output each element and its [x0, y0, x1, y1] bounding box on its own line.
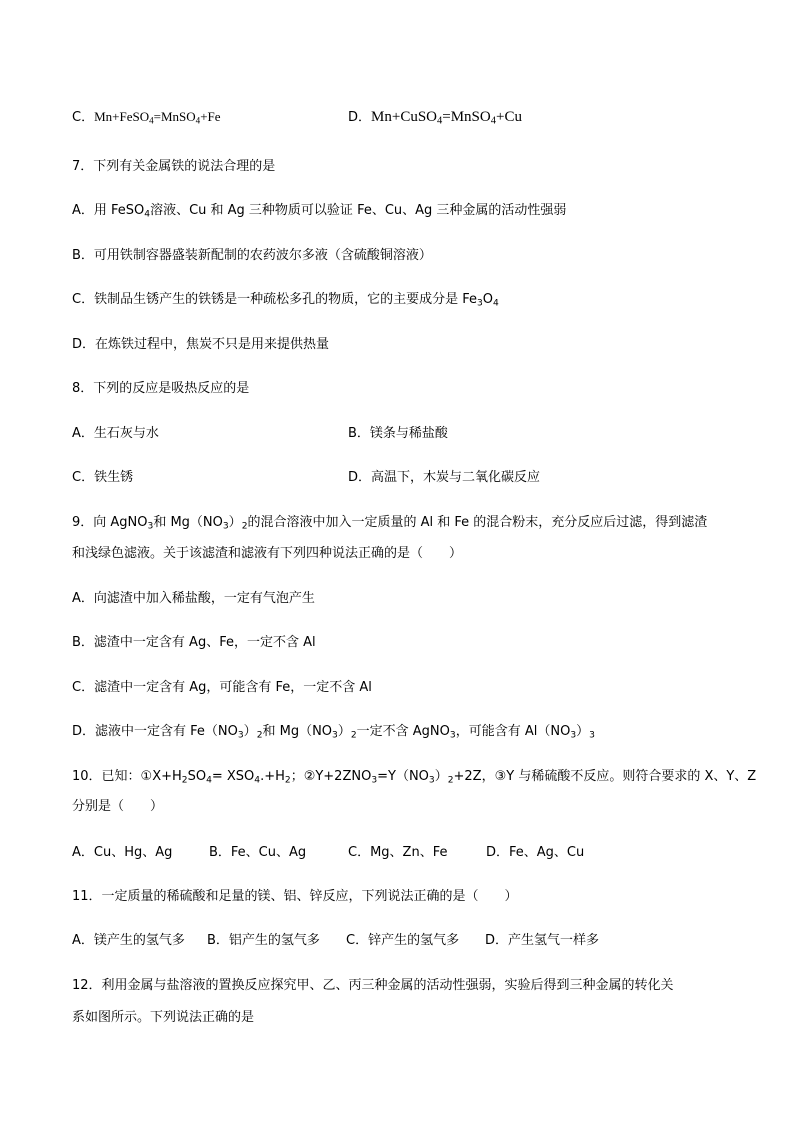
q6-option-c	[72, 107, 221, 128]
q10-stem-line-1: 10．已知：$①X+H_2SO_4= XSO_4.+H_2$；$②Y+2ZNO_3=Y(NO_3)_2+2Z$，③Y 与稀硫酸不反应。则符合要求的 X、Y、Z	[72, 769, 757, 786]
q11-option-c: C．锌产生的氢气多	[346, 933, 460, 948]
q7-option-d: D．在炼铁过程中，焦炭不只是用来提供热量	[72, 337, 330, 352]
q9-option-d: D．滤液中一定含有 $Fe(NO_3)_2$和 $Mg(NO_3)_2$一定不含 AgNO$_3$，可能含有 $Al(NO_3)_3$	[72, 724, 595, 741]
q8-option-c: C．铁生锈	[72, 470, 134, 485]
q10-option-a: A．Cu、Hg、Ag	[72, 845, 173, 860]
q10-option-c: C．Mg、Zn、Fe	[348, 845, 448, 860]
q9-option-b: B．滤渣中一定含有 Ag、Fe，一定不含 Al	[72, 635, 316, 650]
equation-text: Mn+CuSO$_4$=MnSO$_4$+Cu	[371, 109, 522, 127]
q7-option-c: C．铁制品生锈产生的铁锈是一种疏松多孔的物质，它的主要成分是 $Fe_3O_4$	[72, 292, 499, 309]
q12-stem-line-1: 12．利用金属与盐溶液的置换反应探究甲、乙、丙三种金属的活动性强弱，实验后得到三种金属的转化关	[72, 978, 674, 993]
q7-option-b: B．可用铁制容器盛装新配制的农药波尔多液（含硫酸铜溶液）	[72, 248, 432, 263]
q9-stem-line-1: 9．向 AgNO$_3$和 $Mg(NO_3)_2$的混合溶液中加入一定质量的 Al 和 Fe 的混合粉末，充分反应后过滤，得到滤渣	[72, 515, 708, 532]
q6-option-d	[348, 107, 522, 128]
q11-option-d: D．产生氢气一样多	[485, 933, 600, 948]
q9-stem-line-2: 和浅绿色滤液。关于该滤渣和滤液有下列四种说法正确的是（ ）	[72, 546, 463, 561]
q10-stem-line-2: 分别是（ ）	[72, 799, 164, 814]
q11-option-a: A．镁产生的氢气多	[72, 933, 185, 948]
option-label: C．	[72, 110, 95, 125]
q12-stem-line-2: 系如图所示。下列说法正确的是	[72, 1010, 255, 1025]
q8-stem: 8．下列的反应是吸热反应的是	[72, 381, 250, 396]
q8-option-b: B．镁条与稀盐酸	[348, 426, 448, 441]
option-label: D．	[348, 110, 372, 125]
q9-option-a: A．向滤渣中加入稀盐酸，一定有气泡产生	[72, 591, 315, 606]
q10-option-d: D．Fe、Ag、Cu	[486, 845, 585, 860]
q10-option-b: B．Fe、Cu、Ag	[209, 845, 307, 860]
q11-stem: 11．一定质量的稀硫酸和足量的镁、铝、锌反应，下列说法正确的是（ ）	[72, 889, 518, 904]
equation-text: Mn+FeSO$_4$=MnSO$_4$+Fe	[94, 109, 221, 126]
q8-option-d: D．高温下，木炭与二氧化碳反应	[348, 470, 541, 485]
q9-option-c: C．滤渣中一定含有 Ag，可能含有 Fe，一定不含 Al	[72, 680, 372, 695]
q7-stem: 7．下列有关金属铁的说法合理的是	[72, 159, 276, 174]
q8-option-a: A．生石灰与水	[72, 426, 159, 441]
q11-option-b: B．铝产生的氢气多	[207, 933, 320, 948]
q7-option-a: A．用 FeSO$_4$溶液、Cu 和 Ag 三种物质可以验证 Fe、Cu、Ag 三种金属的活动性强弱	[72, 203, 567, 220]
